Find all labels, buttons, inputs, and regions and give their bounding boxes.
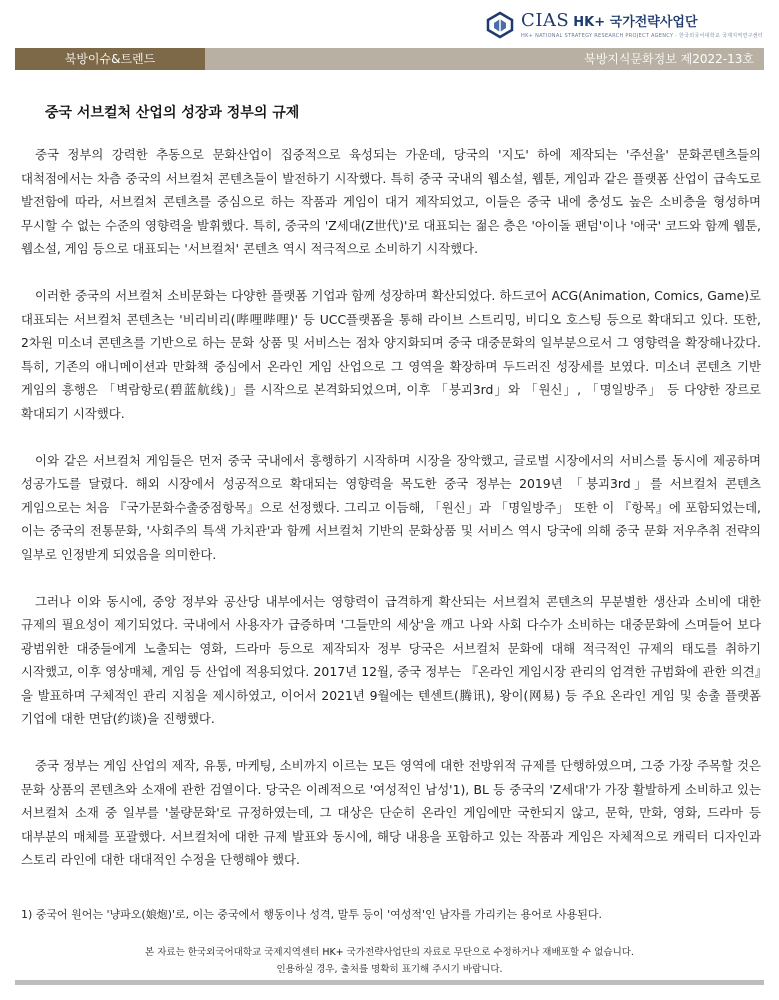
- footer-citation: 인용하실 경우, 출처를 명확히 표기해 주시기 바랍니다.: [276, 964, 503, 975]
- article-title: 중국 서브컬처 산업의 성장과 정부의 규제: [45, 105, 300, 121]
- logo-name: HK+ 국가전략사업단: [573, 15, 698, 30]
- footer-notice: 본 자료는 한국외국어대학교 국제지역센터 HK+ 국가전략사업단의 자료로 무단으로 수정하거나 재배포할 수 없습니다.: [145, 947, 634, 958]
- footer-divider: [15, 980, 764, 985]
- paragraph-5: 중국 정부는 게임 산업의 제작, 유통, 마케팅, 소비까지 이르는 모든 영역에 대한 전방위적 규제를 단행하였으며, 그중 가장 주목할 것은 문화 상품의 콘텐츠와 소재에 관한 검열이다. 당국은 이례적으로 '여성적인 남성'1), BL 등 중국의 'Z세대'가 가장 활발하게 소비하고 있는 서브컬처 소재 중 일부를 '불량문화'로 규정하였는데, 그 대상은 단순히 온라인 게임에만 국한되지 않고, 문학, 만화, 영화, 드라마 등 대부분의 매체를 포괄했다. 서브컬처에 대한 규제 발표와 동시에, 해당 내용을 포함하고 있는 작품과 게임은 자체적으로 캐릭터 디자인과 스토리 라인에 대한 대대적인 수정을 단행해야 했다.: [21, 758, 761, 867]
- logo-abbrev: CIAS: [521, 10, 570, 31]
- article-body: [21, 143, 761, 895]
- paragraph-3: 이와 같은 서브컬처 게임들은 먼저 중국 국내에서 흥행하기 시작하며 시장을 장악했고, 글로벌 시장에서의 서비스를 동시에 제공하며 성공가도를 달렸다. 해외 시장에서 성공적으로 확대되는 영향력을 목도한 중국 정부는 2019년 「붕괴3rd」를 서브컬처 콘텐츠 게임으로는 처음 『국가문화수출중점항목』으로 선정했다. 그리고 이듬해, 「원신」과 「명일방주」 또한 이 『항목』에 포함되었는데, 이는 중국의 전통문화, '사회주의 특색 가치관'과 함께 서브컬처 기반의 문화상품 및 서비스 역시 당국에 의해 중국 문화 저우추취 전략의 일부로 인정받게 되었음을 의미한다.: [21, 452, 761, 562]
- cias-logo-mark-icon: [485, 11, 515, 39]
- issue-label: 북방지식문화정보 제2022-13호: [205, 48, 764, 70]
- footnote: 1) 중국어 원어는 '냥파오(娘炮)'로, 이는 중국에서 행동이나 성격, 말투 등이 '여성적'인 남자를 가리키는 용어로 사용된다.: [21, 908, 602, 921]
- page-header: [0, 0, 779, 46]
- header-bar: [15, 48, 764, 70]
- paragraph-4: 그러나 이와 동시에, 중앙 정부와 공산당 내부에서는 영향력이 급격하게 확산되는 서브컬처 콘텐츠의 무분별한 생산과 소비에 대한 규제의 필요성이 제기되었다. 국내에서 사용자가 급증하며 '그들만의 세상'을 깨고 나와 사회 다수가 소비하는 대중문화에 스며들어 보다 광범위한 대중들에게 노출되는 영화, 드라마 등으로 제작되자 정부 당국은 서브컬처 문화에 대해 적극적인 규제의 태도를 취하기 시작했고, 이후 영상매체, 게임 등 산업에 적용되었다. 2017년 12월, 중국 정부는 『온라인 게임시장 관리의 엄격한 규범화에 관한 의견』을 발표하며 구체적인 관리 지침을 제시하였고, 이어서 2021년 9월에는 텐센트(腾讯), 왕이(网易) 등 주요 온라인 게임 및 송출 플랫폼 기업에 대한 면담(约谈)을 진행했다.: [21, 593, 761, 726]
- page-footer: [0, 944, 779, 978]
- paragraph-2: 이러한 중국의 서브컬처 소비문화는 다양한 플랫폼 기업과 함께 성장하며 확산되었다. 하드코어 ACG(Animation, Comics, Game)로 대표되는 서브컬처 콘텐츠는 '비리비리(哔哩哔哩)' 등 UCC플랫폼을 통해 라이브 스트리밍, 비디오 호스팅 등으로 확대되고 있다. 또한, 2차원 미소녀 콘텐츠를 기반으로 하는 문화 상품 및 서비스는 점차 양지화되며 중국 대중문화의 일부분으로서 그 영향력을 확장해나갔다. 특히, 기존의 애니메이션과 만화책 중심에서 온라인 게임 산업으로 그 영역을 확장하며 두드러진 성장세를 보였다. 미소녀 콘텐츠 기반 게임의 흥행은 「벽람항로(碧蓝航线)」를 시작으로 본격화되었으며, 이후 「붕괴3rd」와 「원신」, 「명일방주」 등 다양한 장르로 확대되기 시작했다.: [21, 288, 761, 421]
- paragraph-1: 중국 정부의 강력한 추동으로 문화산업이 집중적으로 육성되는 가운데, 당국의 '지도' 하에 제작되는 '주선율' 문화콘텐츠들의 대척점에서는 차츰 중국의 서브컬처 콘텐츠들이 발전하기 시작했다. 특히 중국 국내의 웹소설, 웹툰, 게임과 같은 플랫폼 산업이 급속도로 발전함에 따라, 서브컬처 콘텐츠를 중심으로 하는 작품과 게임이 대거 제작되었고, 이들은 중국 내에 충성도 높은 소비층을 형성하며 무시할 수 없는 수준의 영향력을 발휘했다. 특히, 중국의 'Z세대(Z世代)'로 대표되는 젊은 층은 '아이돌 팬덤'이나 '애국' 코드와 함께 웹툰, 웹소설, 게임 등으로 대표되는 '서브컬처' 콘텐츠 역시 적극적으로 소비하기 시작했다.: [21, 147, 761, 256]
- category-label: 북방이슈&트렌드: [15, 48, 205, 70]
- logo-subtitle: HK+ NATIONAL STRATEGY RESEARCH PROJECT AGENCY · 한국외국어대학교 국제지역연구센터: [521, 33, 763, 39]
- cias-logo: [485, 10, 763, 39]
